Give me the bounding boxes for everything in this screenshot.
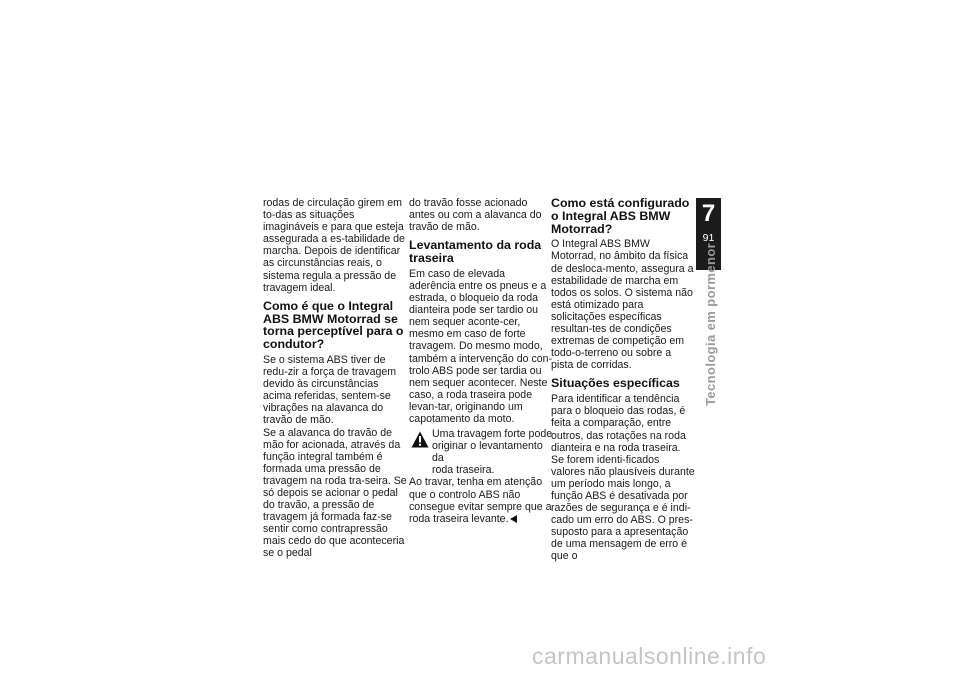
text-column-3: [551, 197, 696, 563]
paragraph-text: Ao travar, tenha em atenção que o controlo ABS não consegue evitar sempre que a roda traseira levante.: [409, 476, 552, 525]
paragraph: Em caso de elevada aderência entre os pneus e a estrada, o bloqueio da roda dianteira pode ser tardio ou nem sequer aconte-cer, mesmo em caso de forte travagem. Do mesmo modo, também a intervenção do con-trolo ABS pode ser tardia ou nem sequer acontecer. Neste caso, a roda traseira pode levan-tar, originando um capotamento da moto.: [409, 267, 553, 425]
warning-triangle-icon: [411, 431, 429, 448]
section-heading: Levantamento da roda traseira: [409, 238, 542, 266]
warning-text: Uma travagem forte pode originar o levantamento da: [432, 428, 553, 465]
section-heading: Situações específicas: [551, 376, 680, 391]
paragraph: rodas de circulação girem em to-das as situações imagináveis e para que esteja assegurada a es-tabilidade de marcha. Depois de identificar as circunstâncias reais, o sistema regula a pressão de travagem ideal.: [263, 197, 405, 294]
page-number: 91: [702, 232, 715, 244]
paragraph: do travão fosse acionado antes ou com a alavanca do travão de mão.: [409, 197, 542, 234]
paragraph: Se o sistema ABS tiver de redu-zir a força de travagem devido às circunstâncias acima referidas, sentem-se vibrações na alavanca do travão de mão.: [263, 353, 397, 427]
end-triangle-icon: [510, 515, 517, 523]
chapter-title: [703, 242, 718, 406]
paragraph: Para identificar a tendência para o bloqueio das rodas, é feita a comparação, entre outros, das rotações na roda dianteira e na roda traseira. Se forem identi-ficados valores não plausíveis durante um período mais longo, a função ABS é desativada por razões de segurança e é indi-cado um erro do ABS. O pres-suposto para a apresentação de uma mensagem de erro é que o: [551, 393, 695, 563]
section-heading: Como é que o Integral ABS BMW Motorrad se torna perceptível para o condutor?: [263, 298, 404, 352]
text-column-1: [263, 197, 408, 560]
paragraph: O Integral ABS BMW Motorrad, no âmbito da física de desloca-mento, assegura a estabilidade de marcha em todos os solos. O sistema não está otimizado para solicitações específicas resultan-tes de condições extremas de competição em todo-o-terreno ou sobre a pista de corridas.: [551, 238, 694, 372]
chapter-number: 7: [701, 200, 716, 227]
watermark: carmanualsonline.info: [532, 643, 767, 669]
paragraph: Se a alavanca do travão de mão for acionada, através da função integral também é formada uma pressão de travagem na roda tra-seira. Se só depois se acionar o pedal do travão, a pressão de travagem já formada faz-se sentir como contrapressão mais cedo do que aconteceria se o pedal: [263, 426, 407, 560]
section-heading: Como está configurado o Integral ABS BMW Motorrad?: [551, 196, 690, 236]
warning-text-continued: roda traseira.: [432, 464, 495, 477]
warning-note: [409, 428, 554, 476]
paragraph: [409, 476, 554, 524]
text-column-2: [409, 197, 554, 525]
chapter-title-text: Tecnologia em pormenor: [703, 242, 718, 406]
